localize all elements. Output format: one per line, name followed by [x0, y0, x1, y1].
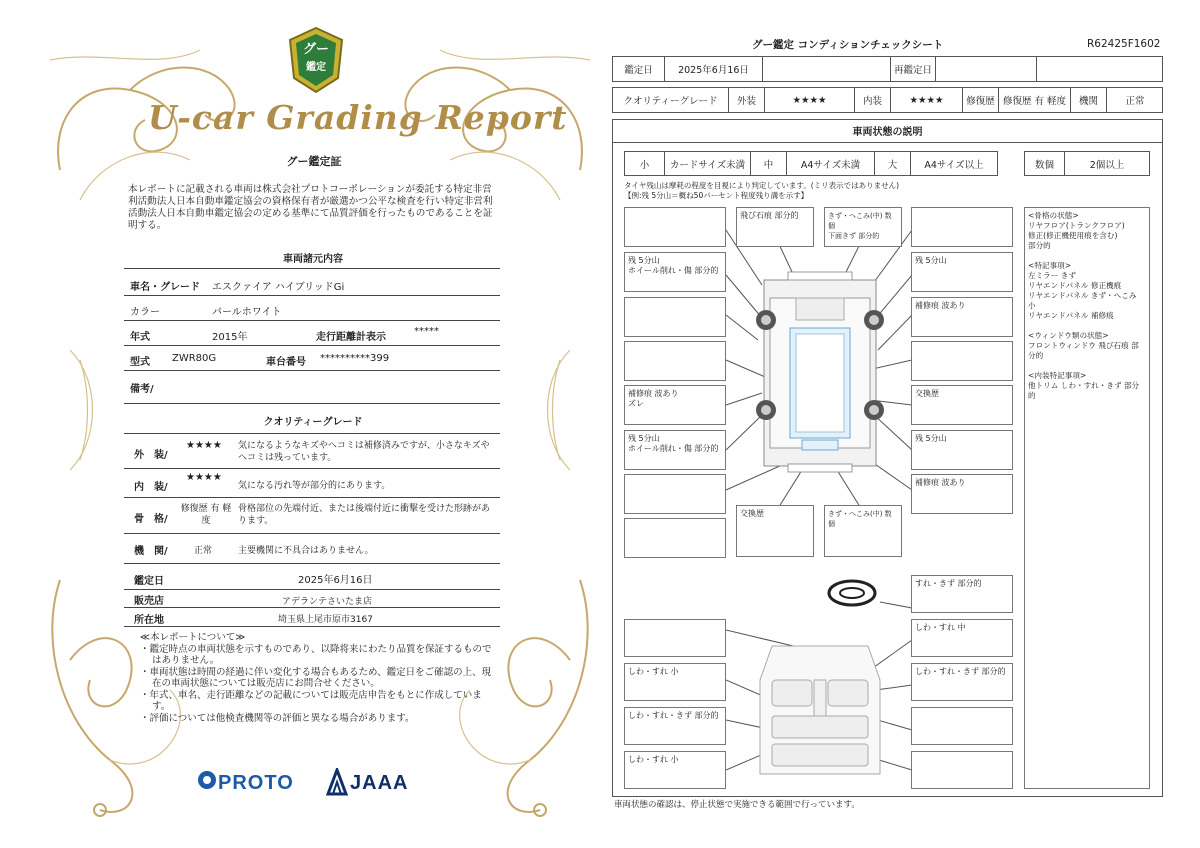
row1-date-label: 鑑定日: [613, 57, 665, 81]
comment-rear-quarter: 補修痕 波あり: [911, 474, 1013, 514]
comment-steering: すれ・きず 部分的: [911, 575, 1013, 613]
appraisal-date-value: 2025年6月16日: [298, 575, 373, 586]
color-label: カラー: [130, 307, 160, 318]
odometer-value: *****: [414, 326, 439, 337]
note-item: ・年式、車名、走行距離などの記載については販売店申告をもとに作成しています。: [140, 689, 482, 712]
divider: [124, 370, 500, 371]
interior-grade: ★★★★: [186, 472, 222, 483]
certificate-heading: グー鑑定証: [286, 155, 342, 168]
remarks-label: 備考/: [130, 384, 154, 395]
comment-tire-rear-right: 残 5分山: [911, 430, 1013, 470]
proto-logo-icon: [196, 768, 218, 794]
divider: [124, 268, 500, 269]
badge-bottom-text: 鑑定: [306, 62, 326, 73]
chassis-value: **********399: [320, 353, 390, 364]
vehicle-interior-diagram: [752, 640, 888, 780]
appraisal-date-label: 鑑定日: [134, 576, 164, 587]
jaaa-logo-icon: [326, 768, 348, 796]
comment-rear-right: きず・へこみ(中) 数個: [824, 505, 902, 557]
window-note: フロントウィンドウ 飛び石痕 部分的: [1028, 341, 1139, 360]
interior-label: 内 装/: [134, 482, 168, 493]
proto-logo-text: PROTO: [218, 772, 294, 794]
divider: [124, 403, 500, 404]
comment-tire-front-right: 残 5分山: [911, 252, 1013, 292]
year-label: 年式: [130, 332, 150, 343]
size-legend: [624, 151, 998, 176]
appraisal-date-row: [612, 56, 1163, 82]
engine-desc: 主要機関に不具合はありません。: [238, 546, 374, 556]
row2-engine-value: 正常: [1125, 96, 1145, 107]
divider: [124, 345, 500, 346]
special-notes-title: <特記事項>: [1028, 261, 1072, 270]
sheet-footer-note: 車両状態の確認は、停止状態で実施できる範囲で行っています。: [614, 800, 860, 810]
engine-grade: 正常: [194, 546, 213, 556]
tire-note: タイヤ残山は摩耗の程度を目視により判定しています。(ミリ表示ではありません): [624, 181, 900, 190]
comment-second-row: しわ・すれ・きず 部分的: [624, 707, 726, 745]
divider: [124, 497, 500, 498]
comment-box: [911, 207, 1013, 247]
frame-label: 骨 格/: [134, 514, 168, 525]
count-legend: [1024, 151, 1150, 176]
divider: [124, 433, 500, 434]
comment-box: [624, 207, 726, 247]
frame-notes-title: <骨格の状態>: [1028, 211, 1079, 220]
comment-box: [624, 518, 726, 558]
frame-grade: 修復歴 有 軽度: [180, 504, 232, 526]
quality-grade-row: [612, 87, 1163, 113]
divider: [124, 295, 500, 296]
location-value: 埼玉県上尾市原市3167: [278, 615, 373, 625]
row2-grade-label: クオリティーグレード: [613, 88, 729, 112]
comment-front-left: 飛び石痕 部分的: [736, 207, 814, 247]
comment-box: [624, 297, 726, 337]
quality-section-heading: クオリティーグレード: [263, 417, 363, 428]
row2-repair-label: 修復歴: [963, 88, 999, 112]
shop-value: アデランテさいたま店: [282, 597, 373, 607]
legend-medium-desc: A4サイズ未満: [787, 152, 875, 175]
vehicle-exterior-diagram: [752, 268, 888, 478]
comment-console: しわ・すれ・きず 部分的: [911, 663, 1013, 701]
spec-section-heading: 車両諸元内容: [283, 254, 343, 265]
comment-front-right-seat: しわ・すれ 中: [911, 619, 1013, 657]
legend-count: 数個: [1025, 152, 1065, 175]
divider: [124, 589, 500, 590]
window-notes-title: <ウィンドウ類の状態>: [1028, 331, 1109, 340]
notes-title: ≪本レポートについて≫: [140, 632, 246, 643]
certificate-statement: 本レポートに記載される車両は株式会社プロトコーポレーションが委託する特定非営利活動法人日本自動車鑑定協会の資格保有者が厳選かつ公平な検査を行い特定非営利活動法人日本自動車鑑定協会の定める基準にて品質評価を行ったものであることを証明する。: [128, 184, 493, 231]
special-note: リヤエンドパネル きず・へこみ 小: [1028, 291, 1137, 310]
frame-note: 修正(修正機使用痕を含む): [1028, 231, 1118, 240]
report-title: U-car Grading Report: [148, 98, 568, 137]
row2-exterior-value: ★★★★: [765, 88, 855, 112]
color-value: パールホワイト: [212, 307, 282, 318]
exterior-desc: 気になるようなキズやヘコミは補修済みですが、小さなキズやヘコミは残っています。: [238, 441, 490, 463]
special-note: 左ミラー きず: [1028, 271, 1076, 280]
row2-engine-label: 機関: [1071, 88, 1107, 112]
divider: [124, 563, 500, 564]
location-label: 所在地: [134, 615, 164, 626]
comment-tire-rear-left: 残 5分山 ホイール削れ・傷 部分的: [624, 430, 726, 470]
comment-box: [624, 619, 726, 657]
badge-top-text: グー: [302, 42, 329, 57]
comment-box: [911, 341, 1013, 381]
row2-exterior-label: 外装: [729, 88, 765, 112]
comment-tire-front-left: 残 5分山 ホイール削れ・傷 部分的: [624, 252, 726, 292]
row1-blank: [763, 57, 891, 81]
legend-large: 大: [875, 152, 911, 175]
special-note: リヤエンドパネル 補修痕: [1028, 311, 1114, 320]
comment-rear-left: 交換歴: [736, 505, 814, 557]
legend-small: 小: [625, 152, 665, 175]
comment-front-left-seat: しわ・すれ 小: [624, 663, 726, 701]
sheet-title: グー鑑定 コンディションチェックシート: [752, 39, 944, 51]
note-item: ・評価については他検査機関等の評価と異なる場合があります。: [140, 712, 415, 724]
row2-repair-value: 修復歴 有 軽度: [999, 88, 1071, 112]
frame-note: リヤフロア(トランクフロア): [1028, 221, 1125, 230]
jaaa-logo-text: JAAA: [350, 772, 409, 794]
legend-count-desc: 2個以上: [1089, 159, 1125, 171]
row1-date-value: 2025年6月16日: [665, 57, 763, 81]
comment-box: [624, 474, 726, 514]
frame-desc: 骨格部位の先端付近、または後端付近に衝撃を受けた形跡があります。: [238, 504, 491, 526]
divider: [124, 320, 500, 321]
name-grade-label: 車名・グレード: [130, 282, 200, 293]
row1-reinspect-label: 再鑑定日: [890, 57, 936, 81]
special-note: リヤエンドパネル 修正機痕: [1028, 281, 1122, 290]
tire-note-example: 【例:残 5分山＝概ね50パーセント程度残り溝を示す】: [624, 191, 809, 200]
comment-third-row: しわ・すれ 小: [624, 751, 726, 789]
divider: [124, 607, 500, 608]
model-value: ZWR80G: [172, 353, 217, 364]
odometer-label: 走行距離計表示: [316, 332, 386, 343]
year-value: 2015年: [212, 332, 248, 343]
divider: [124, 468, 500, 469]
condition-section-title: 車両状態の説明: [612, 119, 1163, 143]
special-notes-panel: [1024, 207, 1150, 789]
chassis-label: 車台番号: [266, 357, 306, 368]
interior-notes-title: <内装特記事項>: [1028, 371, 1087, 380]
interior-desc: 気になる汚れ等が部分的にあります。: [238, 481, 391, 491]
divider: [124, 626, 500, 627]
comment-box: [911, 707, 1013, 745]
divider: [124, 533, 500, 534]
frame-note: 部分的: [1028, 241, 1051, 250]
legend-medium: 中: [751, 152, 787, 175]
note-item: ・鑑定時点の車両状態を示すものであり、以降将来にわたり品質を保証するものではありません。: [140, 643, 492, 666]
comment-left-rear: 補修痕 波あり ズレ: [624, 385, 726, 425]
engine-label: 機 関/: [134, 546, 168, 557]
row2-interior-value: ★★★★: [891, 88, 963, 112]
comment-right-front-door: 補修痕 波あり: [911, 297, 1013, 337]
comment-box: [911, 751, 1013, 789]
exterior-label: 外 装/: [134, 450, 168, 461]
row1-reinspect-value: [937, 57, 1037, 81]
note-item: ・車両状態は時間の経過に伴い変化する場合もあるため、鑑定日をご確認の上、現在の車両状態については販売店にお問合せください。: [140, 666, 492, 689]
comment-box: [624, 341, 726, 381]
interior-note: 他トリム しわ・すれ・きず 部分的: [1028, 381, 1140, 400]
report-notes: [140, 632, 500, 724]
comment-front-right: きず・へこみ(中) 数個 下面きず 部分的: [824, 207, 902, 247]
shop-label: 販売店: [134, 596, 164, 607]
name-grade-value: エスクァイア ハイブリッドGi: [212, 282, 345, 293]
divider: [890, 56, 891, 82]
legend-small-desc: カードサイズ未満: [665, 152, 751, 175]
sheet-document-id: R62425F1602: [1087, 38, 1161, 50]
comment-right-rear: 交換歴: [911, 385, 1013, 425]
legend-large-desc: A4サイズ以上: [924, 159, 984, 171]
exterior-grade: ★★★★: [186, 440, 222, 451]
row2-interior-label: 内装: [855, 88, 891, 112]
model-label: 型式: [130, 357, 150, 368]
